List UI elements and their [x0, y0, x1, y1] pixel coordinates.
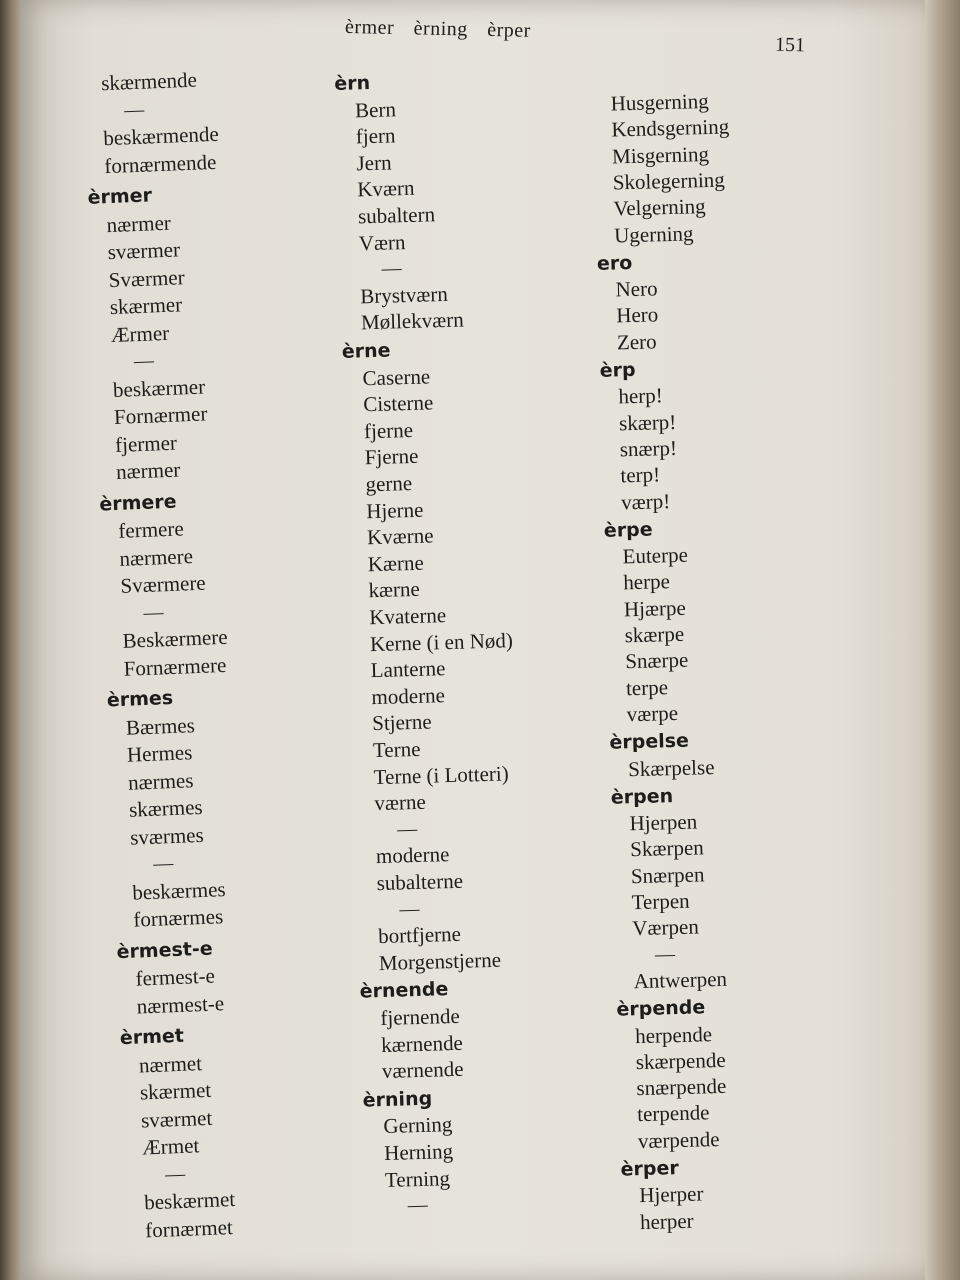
running-head-word: èrmer: [344, 15, 395, 39]
rhyme-word: værpende: [637, 1126, 720, 1153]
rhyme-word: Terning: [384, 1165, 451, 1192]
rhyme-word: kærnende: [380, 1030, 464, 1057]
rhyme-word: Antwerpen: [633, 966, 728, 994]
rhyme-ending-heading: èrpende: [616, 996, 706, 1021]
rhyme-word: fjerne: [363, 417, 414, 444]
rhyme-word: kærne: [368, 577, 421, 603]
rhyme-word: moderne: [371, 682, 446, 709]
section-divider-dash: —: [399, 897, 420, 921]
rhyme-word: fjermer: [114, 430, 178, 457]
rhyme-word: værnende: [381, 1056, 464, 1084]
rhyme-ending-heading: èrp: [599, 358, 636, 382]
rhyme-word: sværmer: [107, 237, 181, 265]
section-divider-dash: —: [152, 852, 174, 875]
rhyme-word: nærmet: [138, 1050, 203, 1078]
running-head-word: èrper: [487, 18, 532, 42]
rhyme-word: Husgerning: [610, 88, 709, 116]
rhyme-ending-heading: èrpen: [610, 784, 674, 809]
rhyme-word: værpe: [626, 700, 679, 727]
rhyme-word: Kerne (i en Nød): [369, 627, 514, 656]
rhyme-word: værp!: [620, 488, 671, 514]
section-divider-dash: —: [407, 1193, 428, 1217]
rhyme-word: Cisterne: [362, 390, 434, 417]
rhyme-word: Brystværn: [359, 281, 449, 309]
rhyme-word: Skærpelse: [627, 754, 715, 781]
rhyme-word: Fornærmere: [123, 652, 227, 681]
rhyme-word: nærmere: [119, 543, 194, 571]
rhyme-word: Herning: [383, 1139, 454, 1165]
rhyme-word: herpe: [622, 569, 671, 595]
rhyme-word: Hjærpe: [623, 595, 687, 622]
rhyme-word: Fornærmer: [113, 401, 208, 429]
rhyme-word: Skærpen: [629, 835, 705, 862]
rhyme-column-1: [80, 0, 359, 1279]
rhyme-word: fornærmet: [144, 1214, 234, 1242]
rhyme-word: gerne: [365, 470, 413, 497]
rhyme-word: beskærmes: [131, 876, 227, 905]
rhyme-word: Hjerpen: [629, 809, 698, 836]
rhyme-word: snærpende: [636, 1073, 727, 1101]
rhyme-word: Ærmet: [141, 1133, 200, 1160]
rhyme-word: Stjerne: [371, 709, 433, 736]
rhyme-word: skærmer: [109, 292, 183, 320]
section-divider-dash: —: [133, 349, 155, 373]
rhyme-word: fjernende: [380, 1003, 461, 1031]
rhyme-word: Caserne: [362, 364, 431, 390]
section-divider-dash: —: [381, 257, 402, 280]
running-head-word: èrning: [413, 17, 468, 41]
rhyme-word: subaltern: [357, 202, 436, 229]
rhyme-word: beskærmende: [102, 121, 220, 151]
rhyme-word: Euterpe: [622, 542, 689, 569]
rhyme-word: terpende: [636, 1100, 710, 1127]
rhyme-word: Hermes: [126, 740, 193, 767]
rhyme-column-3: [590, 0, 843, 1280]
rhyme-word: herper: [639, 1208, 694, 1234]
rhyme-word: nærmes: [127, 767, 194, 795]
rhyme-word: Værpen: [632, 914, 700, 941]
rhyme-word: Zero: [616, 329, 657, 355]
rhyme-word: Ugerning: [613, 220, 694, 247]
rhyme-word: fornærmende: [103, 149, 217, 178]
rhyme-word: Bern: [354, 96, 397, 122]
rhyme-word: nærmest-e: [136, 990, 225, 1019]
rhyme-word: skærmet: [139, 1077, 212, 1105]
rhyme-ending-heading: èrmere: [98, 490, 177, 516]
rhyme-word: værne: [374, 789, 427, 816]
section-divider-dash: —: [143, 600, 164, 624]
rhyme-word: Terpen: [631, 888, 690, 915]
rhyme-word: Snærpe: [625, 647, 689, 674]
rhyme-word: fjern: [355, 123, 396, 149]
rhyme-word: Bærmes: [125, 712, 196, 740]
rhyme-word: Sværmere: [120, 570, 207, 598]
rhyme-word: skærmende: [100, 67, 198, 96]
rhyme-ending-heading: èrpelse: [609, 729, 690, 754]
section-divider-dash: —: [396, 817, 418, 841]
rhyme-word: Møllekværn: [360, 307, 464, 335]
rhyme-word: Kværne: [366, 523, 434, 550]
rhyme-word: Kvaterne: [368, 603, 447, 630]
rhyme-ending-heading: èrmest-e: [116, 937, 214, 963]
rhyme-ending-heading: èrmet: [119, 1024, 185, 1050]
rhyme-word: Sværmer: [108, 264, 185, 292]
rhyme-ending-heading: ero: [596, 251, 633, 275]
rhyme-word: Beskærmere: [122, 624, 228, 653]
rhyme-ending-heading: èrpe: [603, 518, 653, 542]
section-divider-dash: —: [164, 1162, 186, 1186]
page-stack-edge: [920, 0, 960, 1280]
rhyme-ending-heading: èrnende: [359, 978, 449, 1003]
rhyme-word: bortfjerne: [377, 921, 462, 949]
section-divider-dash: —: [123, 98, 145, 121]
rhyme-word: sværmet: [140, 1105, 213, 1132]
rhyme-word: Gerning: [383, 1112, 453, 1139]
rhyme-word: nærmer: [115, 457, 181, 484]
rhyme-word: terp!: [620, 462, 661, 488]
rhyme-word: beskærmet: [143, 1186, 236, 1215]
rhyme-ending-heading: èrmer: [87, 184, 153, 209]
rhyme-word: terpe: [625, 674, 669, 700]
section-divider-dash: —: [654, 942, 676, 966]
rhyme-ending-heading: èrne: [341, 339, 391, 363]
rhyme-word: Kværn: [356, 176, 415, 202]
rhyme-word: snærp!: [619, 435, 678, 462]
rhyme-word: skærpe: [624, 621, 685, 648]
rhyme-word: skærpende: [635, 1047, 726, 1074]
rhyme-word: Terne (i Lotteri): [373, 760, 509, 789]
rhyme-word: skærp!: [618, 409, 677, 435]
rhyme-word: fermere: [117, 516, 185, 543]
rhyme-word: fornærmes: [132, 904, 224, 932]
rhyme-word: Nero: [615, 276, 658, 302]
rhyme-word: Snærpen: [630, 861, 705, 888]
rhyme-word: herpende: [634, 1021, 713, 1048]
rhyme-word: Værn: [358, 229, 406, 255]
rhyme-word: Velgerning: [613, 194, 706, 221]
rhyme-word: Morgenstjerne: [378, 947, 502, 975]
rhyme-word: Lanterne: [370, 656, 446, 683]
rhyme-word: Terne: [372, 736, 421, 763]
rhyme-word: Hero: [615, 302, 659, 328]
rhyme-word: Kærne: [367, 550, 425, 577]
page-number: 151: [774, 33, 806, 57]
rhyme-word: beskærmer: [112, 373, 206, 402]
rhyme-ending-heading: èrper: [620, 1157, 680, 1181]
rhyme-ending-heading: èrn: [334, 71, 371, 95]
rhyme-word: skærmes: [128, 794, 204, 822]
rhyme-word: nærmer: [106, 210, 172, 237]
rhyme-column-2: [332, 0, 628, 1280]
rhyme-word: Fjerne: [364, 444, 419, 470]
rhyme-word: sværmes: [129, 822, 205, 850]
rhyme-ending-heading: èrmes: [106, 686, 174, 712]
rhyme-word: Jern: [356, 150, 392, 176]
rhyme-word: Kendsgerning: [611, 114, 730, 142]
rhyme-ending-heading: èrning: [362, 1087, 433, 1112]
rhyme-word: Misgerning: [611, 141, 710, 169]
rhyme-word: Skolegerning: [612, 167, 726, 195]
rhyme-word: subalterne: [376, 868, 464, 896]
rhyme-word: Ærmer: [110, 320, 170, 347]
rhyme-word: fermest-e: [135, 963, 216, 991]
rhyme-word: Hjerper: [638, 1181, 704, 1208]
rhyme-word: herp!: [618, 383, 664, 409]
rhyme-word: Hjerne: [365, 497, 424, 523]
rhyme-word: moderne: [375, 842, 450, 869]
